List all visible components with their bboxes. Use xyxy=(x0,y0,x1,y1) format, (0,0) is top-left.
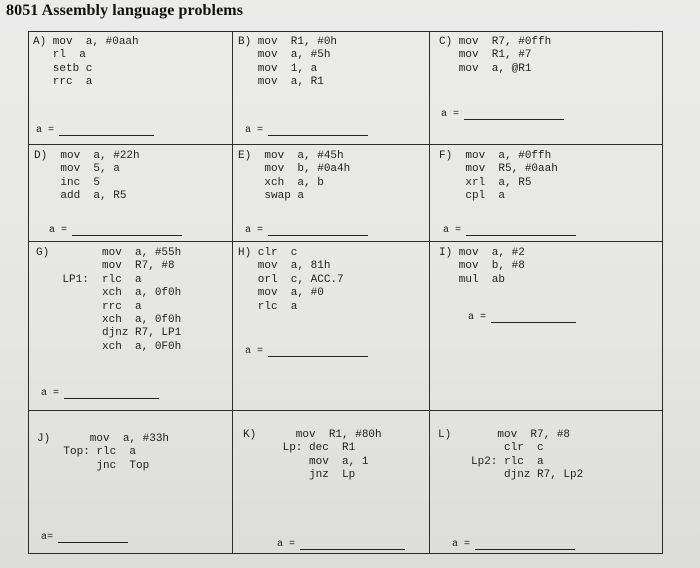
answer-label: a = xyxy=(36,125,55,136)
problem-l xyxy=(430,411,662,553)
problem-l-code: L) mov R7, #8 clr c Lp2: rlc a djnz R7, Lp2 xyxy=(438,429,584,482)
problem-a-code: A) mov a, #0aah rl a setb c rrc a xyxy=(33,36,139,89)
problem-g-answer xyxy=(41,388,159,399)
answer-blank xyxy=(59,134,154,136)
problem-c xyxy=(430,32,662,144)
answer-label: a = xyxy=(41,388,60,399)
problem-e xyxy=(233,145,429,241)
problem-a-answer xyxy=(36,125,154,136)
problem-e-answer xyxy=(245,225,368,236)
problem-c-code: C) mov R7, #0ffh mov R1, #7 mov a, @R1 xyxy=(439,36,552,75)
problem-e-code: E) mov a, #45h mov b, #0a4h xch a, b swap a xyxy=(238,150,351,203)
problem-d xyxy=(29,145,232,241)
answer-blank xyxy=(268,234,368,236)
problem-a xyxy=(29,32,232,144)
problem-g-code: G) mov a, #55h mov R7, #8 LP1: rlc a xch a, 0f0h rrc a xch a, 0f0h djnz R7, LP1 xch a, 0F0h xyxy=(36,247,182,353)
problem-k-code: K) mov R1, #80h Lp: dec R1 mov a, 1 jnz Lp xyxy=(243,429,382,482)
problem-k xyxy=(233,411,429,553)
answer-blank xyxy=(466,234,576,236)
problem-j-code: J) mov a, #33h Top: rlc a jnc Top xyxy=(37,433,170,472)
problem-f-answer xyxy=(443,225,576,236)
problem-j-answer xyxy=(41,532,128,543)
answer-label: a = xyxy=(443,225,462,236)
answer-label: a= xyxy=(41,532,54,543)
problem-j xyxy=(29,411,232,553)
problem-l-answer xyxy=(452,539,575,550)
answer-label: a = xyxy=(452,539,471,550)
problem-h-code: H) clr c mov a, 81h orl c, ACC.7 mov a, #0 rlc a xyxy=(238,247,344,313)
problem-i xyxy=(430,242,662,410)
answer-label: a = xyxy=(245,125,264,136)
problem-h-answer xyxy=(245,346,368,357)
answer-blank xyxy=(300,548,405,550)
problem-d-answer xyxy=(49,225,182,236)
answer-blank xyxy=(72,234,182,236)
answer-label: a = xyxy=(441,109,460,120)
problem-k-answer xyxy=(277,539,405,550)
problem-i-code: I) mov a, #2 mov b, #8 mul ab xyxy=(439,247,525,286)
answer-blank xyxy=(58,541,128,543)
problem-b-answer xyxy=(245,125,368,136)
answer-blank xyxy=(464,118,564,120)
problem-f-code: F) mov a, #0ffh mov R5, #0aah xrl a, R5 cpl a xyxy=(439,150,558,203)
answer-blank xyxy=(268,355,368,357)
page-title: 8051 Assembly language problems xyxy=(6,2,244,19)
problem-table xyxy=(28,31,663,554)
problem-d-code: D) mov a, #22h mov 5, a inc 5 add a, R5 xyxy=(34,150,140,203)
answer-label: a = xyxy=(245,346,264,357)
problem-f xyxy=(430,145,662,241)
answer-blank xyxy=(64,397,159,399)
problem-g xyxy=(29,242,232,410)
problem-b xyxy=(233,32,429,144)
answer-blank xyxy=(475,548,575,550)
answer-blank xyxy=(491,321,576,323)
answer-label: a = xyxy=(245,225,264,236)
problem-i-answer xyxy=(468,312,576,323)
problem-h xyxy=(233,242,429,410)
answer-label: a = xyxy=(49,225,68,236)
answer-label: a = xyxy=(277,539,296,550)
problem-b-code: B) mov R1, #0h mov a, #5h mov 1, a mov a, R1 xyxy=(238,36,338,89)
problem-c-answer xyxy=(441,109,564,120)
answer-blank xyxy=(268,134,368,136)
answer-label: a = xyxy=(468,312,487,323)
